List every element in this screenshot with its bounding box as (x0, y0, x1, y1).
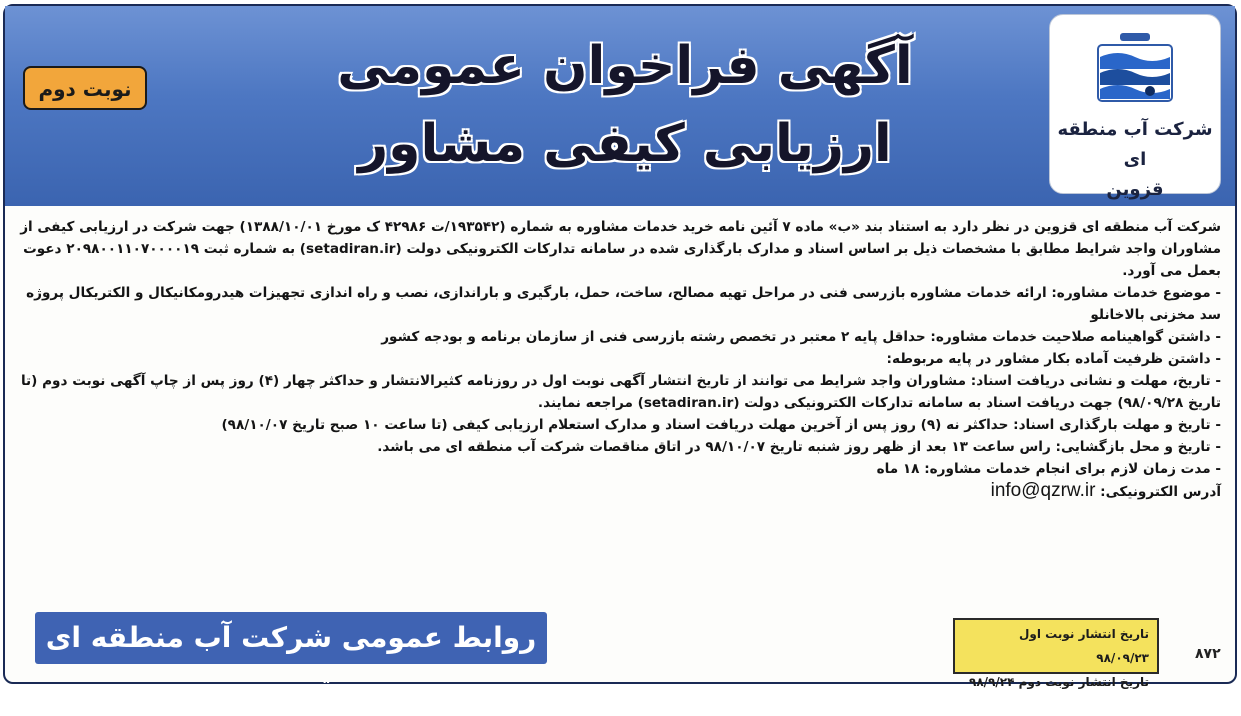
intro-paragraph: شرکت آب منطقه ای قزوین در نظر دارد به استناد بند «ب» ماده ۷ آئین نامه خرید خدمات مشاوره به شماره (۱۹۳۵۴۲/ت ۴۲۹۸۶ ک مورخ ۱۳۸۸/۱۰/۰۱) جهت شرکت در ارزیابی کیفی از مشاوران واجد شرایط مطابق با مشخصات ذیل بر اساس اسناد و مدارک بارگذاری شده در سامانه تدارکات الکترونیکی دولت (setadiran.ir) به شماره ثبت ۲۰۹۸۰۰۱۱۰۷۰۰۰۰۱۹ دعوت بعمل می آورد. (20, 219, 1221, 279)
email-address[interactable]: info@qzrw.ir (990, 480, 1096, 501)
email-line (19, 480, 1221, 503)
documents-item: - تاریخ، مهلت و نشانی دریافت اسناد: مشاوران واجد شرایط می توانند از تاریخ انتشار آگهی نوبت اول در روزنامه کثیرالانتشار و حداکثر چهار (۴) روز پس از چاپ آگهی نوبت دوم (تا تاریخ ۹۸/۰۹/۲۸) جهت دریافت اسناد به سامانه تدارکات الکترونیکی دولت (setadiran.ir) مراجعه نمایند. (20, 373, 1221, 411)
upload-item: - تاریخ و مهلت بارگذاری اسناد: حداکثر نه (۹) روز پس از آخرین مهلت دریافت اسناد و مدارک استعلام ارزیابی کیفی (تا ساعت ۱۰ صبح تاریخ ۹۸/۱۰/۰۷) (221, 417, 1221, 433)
certificate-item: - داشتن گواهینامه صلاحیت خدمات مشاوره: حداقل پایه ۲ معتبر در تخصص رشته بازرسی فنی از سازمان برنامه و بودجه کشور (381, 329, 1221, 345)
capacity-item: - داشتن ظرفیت آماده بکار مشاور در پایه مربوطه: (886, 351, 1221, 367)
page-number: ۸۷۲ (1195, 646, 1221, 662)
header-banner (5, 6, 1235, 206)
announcement-body (19, 216, 1221, 503)
publish-dates-box (953, 618, 1159, 689)
advertisement-frame (3, 4, 1237, 706)
second-publish-date: تاریخ انتشار نوبت دوم ۹۸/۹/۲۴ (969, 675, 1149, 689)
company-name (1050, 115, 1220, 205)
announcement-title: آگهی فراخوان عمومی (337, 36, 913, 96)
email-label: آدرس الکترونیکی: (1100, 484, 1221, 500)
announcement-subtitle: ارزیابی کیفی مشاور (358, 114, 892, 174)
subject-item: - موضوع خدمات مشاوره: ارائه خدمات مشاوره بازرسی فنی در مراحل تهیه مصالح، ساخت، حمل، بارگیری و باراندازی، نصب و راه اندازی تجهیزات هیدرومکانیکال و الکتریکال پروژه سد مخزنی بالاخانلو (26, 285, 1221, 323)
water-logo-icon (1092, 29, 1178, 105)
company-logo-box (1049, 14, 1221, 200)
company-name-line1: شرکت آب منطقه ای (1057, 119, 1213, 170)
first-publish-date: تاریخ انتشار نوبت اول ۹۸/۰۹/۲۳ (1019, 627, 1149, 665)
company-name-line2: قزوین (1106, 179, 1164, 200)
public-relations-bar (35, 612, 547, 706)
duration-item: - مدت زمان لازم برای انجام خدمات مشاوره: ۱۸ ماه (876, 461, 1221, 477)
second-round-badge: نوبت دوم (23, 66, 147, 110)
public-relations-text: روابط عمومی شرکت آب منطقه ای قزوین (45, 621, 537, 706)
opening-item: - تاریخ و محل بازگشایی: راس ساعت ۱۳ بعد از ظهر روز شنبه تاریخ ۹۸/۱۰/۰۷ در اتاق مناقصات شرکت آب منطقه ای می باشد. (377, 439, 1221, 455)
